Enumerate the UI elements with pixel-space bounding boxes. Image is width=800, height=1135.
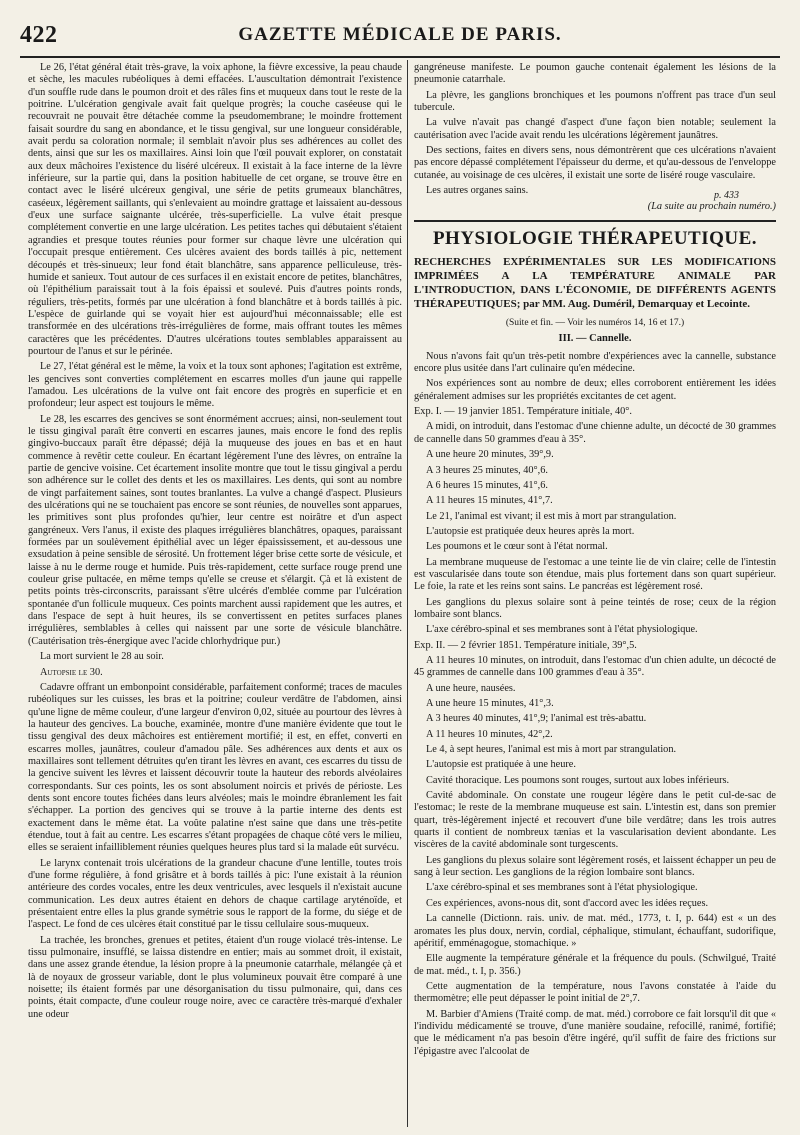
exp1-line: A une heure 20 minutes, 39°,9. <box>426 449 554 461</box>
autopsy-heading: Autopsie le 30. <box>40 666 103 678</box>
exp2-line: Le 4, à sept heures, l'animal est mis à mort par strangulation. <box>426 744 677 756</box>
page-header <box>20 22 780 52</box>
article-rule <box>414 220 776 222</box>
paragraph-26: Le 26, l'état général était très-grave, la voix aphone, la fièvre excessive, la peau chaude et sèche, les macules rubéoliques à demi effacées. L'auscultation démontrait l'existence d'un souffle rude dans le poumon droit et des râles fins et muqueux dans tout le reste de la poitrine. L'ulcération gengivale avait fait quelque progrès; la couche caséeuse qui le recouvrait ne pouvait être détachée comme la pseudomembrane; le moindre frottement faisait sourdre du sang en abondance, et le tissu gengival, sur une longueur considérable, avait perdu sa coloration normale; il semblait n'avoir plus ses adhérences au collet des dents, ainsi que sur les os maxillaires. Ainsi loin que l'œil pouvait explorer, on constatait aux deux mâchoires l'existence du liséré ulcéreux. Il existait à la face interne de la lèvre inférieure, sur la partie qui, dans la position habituelle de cet organe, se trouve être en contact avec le liséré ulcéreux gengival, une série de petits grumeaux blanchâtres, caséeux, légèrement saillants, qui s'enlevaient au moindre grattage et laissaient au-dessous d'eux une surface saignante ulcérée, très-superficielle. La vulve était presque complétement convertie en une large ulcération. Les petites taches qui débutaient s'étaient agrandies et presque toutes réunies pour former sur chaque lèvre une ulcération qui l'occupait presque entièrement. Ces ulcères avaient des bords taillés à pic, nettement découpés et très-sinueux; leur fond était blanchâtre, sans apparence pelliculeuse, très-humide et sanieux. Tout autour de ces surfaces il en existait encore de petites, blanchâtres, où l'épithélium paraissait tout à la fois épaissi et soulevé. Puis d'autres points ronds, réguliers, très-petits, formés par une ulcération à fond blanchâtre et à bords taillés à pic. L'espèce de guirlande qui se voyait hier est aujourd'hui méconnaissable; elle est transformée en des ulcérations très-irrégulières de forme, mais offrant toutes les mêmes caractères que les précédentes. D'autres ulcérations toutes semblables apparaissent au pourtour de l'anus et sur le périnée. <box>28 62 402 357</box>
continued-notice: (La suite au prochain numéro.) <box>647 201 776 213</box>
exp2-line: A une heure, nausées. <box>426 682 516 694</box>
left-column <box>28 62 402 1125</box>
handwritten-note: p. 433 <box>714 190 739 201</box>
exp1-line: L'autopsie est pratiquée deux heures après la mort. <box>426 525 635 537</box>
paragraph-sections: Des sections, faites en divers sens, nous démontrèrent que ces ulcérations n'avaient pas encore dépassé complétement l'épaisseur du derme, et qu'au-dessous de l'enveloppe cutanée, au voisinage de ces ulcères, il existait une sorte de liséré rouge vasculaire. <box>414 145 776 181</box>
closing-paragraph: Ces expériences, avons-nous dit, sont d'accord avec les idées reçues. <box>426 897 709 909</box>
exp1-line: A 6 heures 15 minutes, 41°,6. <box>426 479 548 491</box>
exp2-line: A 3 heures 40 minutes, 41°,9; l'animal est très-abattu. <box>426 713 647 725</box>
header-rule <box>20 56 780 58</box>
subsection-heading: III. — Cannelle. <box>558 333 632 345</box>
continued-paragraph: gangréneuse manifeste. Le poumon gauche contenait également les lésions de la pneumonie catarrhale. <box>414 62 776 86</box>
page-number: 422 <box>20 22 58 48</box>
exp1-line: L'axe cérébro-spinal et ses membranes sont à l'état physiologique. <box>426 624 698 636</box>
paragraph-organes: Les autres organes sains. <box>426 185 529 197</box>
column-divider <box>407 60 408 1127</box>
exp2-line: Les ganglions du plexus solaire sont légèrement rosés, et laissent échapper un peu de sang à leur section. Les ganglions de la région lombaire sont blancs. <box>414 854 776 879</box>
intro-2: Nos expériences sont au nombre de deux; elles corroborent entièrement les idées généralement admises sur les propriétés excitantes de cet agent. <box>414 378 776 402</box>
exp1-line: A midi, on introduit, dans l'estomac d'une chienne adulte, un décocté de 30 grammes de cannelle dans 50 grammes d'eau à 35°. <box>414 421 776 445</box>
exp2-line: Cavité abdominale. On constate une rougeur légère dans le petit cul-de-sac de l'estomac; le reste de la membrane muqueuse est sain. L'intestin est, dans son premier quart, très-légèrement injecté et recouvert d'une bile verdâtre; dans les trois autres quarts il contient de nombreux tænias et la vascularisation devient abondante. Les viscères de la cavité abdominale sont turgescents. <box>414 790 776 851</box>
paragraph-27: Le 27, l'état général est le même, la voix et la toux sont aphones; l'agitation est extrême, les gencives sont converties complétement en escarres molles d'un jaune qui rappelle l'amadou. Les ulcérations de la vulve ont fait encore des progrès en superficie et en profondeur; leur aspect est toujours le même. <box>28 361 402 410</box>
exp1-line: A 11 heures 15 minutes, 41°,7. <box>426 495 553 507</box>
exp2-line: A 11 heures 10 minutes, on introduit, dans l'estomac d'un chien adulte, un décocté de 45 grammes de cannelle dans 100 grammes d'eau à 35°. <box>414 654 776 679</box>
journal-title: GAZETTE MÉDICALE DE PARIS. <box>238 24 562 45</box>
exp2-line: A 11 heures 10 minutes, 42°,2. <box>426 728 553 740</box>
paragraph-cadavre: Cadavre offrant un embonpoint considérable, parfaitement conformé; traces de macules rubéoliques sur les cuisses, les bras et la poitrine; couleur verdâtre de l'abdomen, ainsi qu'une ligne de même couleur, d'une largeur d'environ 0,02, située au pourtour des lèvres à la hauteur des gencives. La bouche, examinée, montre d'une manière évidente que tout le tissu gengival des deux mâchoires est entièrement mortifié; il est, en effet, converti en escarres molles, jaunâtres, couleur d'amadou pâle. Ses adhérences aux dents et aux os maxillaires sont tellement détruites qu'en tirant les lèvres en avant, ces escarres du tissu de la gencive suivent les lèvres et laissent découvrir toute la hauteur des rebords alvéolaires correspondants. Sur ces points, les os sont absolument noircis et privés de périoste. Les dents sont encore toutes fichées dans leurs alvéoles; mais le moindre ébranlement les fait s'échapper. La portion des gencives qui se trouve à la partie interne des dents est exactement dans le même état. La voûte palatine n'est saine que dans une très-petite étendue, tout à fait au centre. Les escarres s'étant propagées de chaque côté vers le milieu, elles se seraient infailliblement réunies quelques heures plus tard si la malade eût survécu. <box>28 681 402 854</box>
intro-1: Nous n'avons fait qu'un très-petit nombre d'expériences avec la cannelle, substance encore plus usitée dans l'art culinaire qu'en médecine. <box>414 350 776 375</box>
article-reference: (Suite et fin. — Voir les numéros 14, 16 et 17.) <box>505 317 685 328</box>
paragraph-28: Le 28, les escarres des gencives se sont énormément accrues; ainsi, non-seulement tout le tissu gingival paraît être converti en escarres jaunes, mais encore le fond des replis gingivo-buccaux paraît être dépassé; déjà la muqueuse des joues en bas et en haut commence à revêtir cette couleur. En écartant légèrement l'une des lèvres, on entraîne la partie de gencive voisine. Cet écartement insolite montre que tout le tissu gingival a perdu son adhérence sur le collet des dents et les os maxillaires. Les dents, qui sont au nombre de vingt parfaitement saines, sont toutes branlantes. La vulve a changé d'aspect. Plusieurs des ulcérations qui ne se touchaient pas encore se sont réunies, de nouvelles sont apparues, les primitives sont plus profondes qu'hier, leur centre est noirâtre et d'un aspect gangréneux. Vers l'anus, il existe des plaques irrégulières blanchâtres, opaques, paraissant formées par un soulèvement épithélial avec un léger épaississement, et au-dessous une exsudation à peine sensible de sérosité. Un frottement léger brise cette sorte de vésicule, et laisse à nu le derme rouge et humide. Puis très-rapidement, cette surface rouge prend une couleur grise pultacée, en même temps qu'elle se creuse et s'élargit. Çà et là existent de petits points très-circonscrits, paraissant s'être ulcérés d'emblée comme par l'ulcération spontanée d'un follicule muqueux. Ces points marchent aussi rapidement que les autres, et dans l'espace de sept à huit heures, ils se convertissent en petites surfaces planes irrégulières, semblables à celles qui naissent par une sorte de vésicule blanchâtre. (Cautérisation très-énergique avec l'acide chlorhydrique pur.) <box>28 413 402 647</box>
exp1-heading: Exp. I. — 19 janvier 1851. Température initiale, 40°. <box>414 406 632 418</box>
paragraph-death: La mort survient le 28 au soir. <box>40 651 164 663</box>
closing-paragraph: M. Barbier d'Amiens (Traité comp. de mat. méd.) corrobore ce fait lorsqu'il dit que « l'individu médicamenté se trouve, d'une manière soudaine, refocillé, ranimé, fortifié; que le médicament n'a pas besoin d'être ingéré, qu'il suffit de faire des frictions sur l'épigastre avec l'alcoolat de <box>414 1008 776 1057</box>
exp2-line: L'autopsie est pratiquée à une heure. <box>426 759 576 771</box>
paragraph-larynx: Le larynx contenait trois ulcérations de la grandeur chacune d'une lentille, toutes trois d'une forme régulière, à fond grisâtre et à bords taillés à pic: l'une existait à la réunion antérieure des cordes vocales, entre les deux ventricules, avec lesquels il n'existait aucune communication. Les deux autres étaient en dehors de chaque cartilage aryténoïde, et présentaient entre elles la plus grande symétrie sous le rapport de la forme, du siége et de l'aspect. Le fond de ces ulcères était constitué par le tissu cellulaire sous-muqueux. <box>28 857 402 931</box>
closing-paragraph: Elle augmente la température générale et la fréquence du pouls. (Schwilgué, Traité de mat. méd., t. I, p. 356.) <box>414 953 776 977</box>
exp2-line: A une heure 15 minutes, 41°,3. <box>426 698 554 709</box>
exp1-line: Les poumons et le cœur sont à l'état normal. <box>426 541 608 553</box>
exp1-line: Les ganglions du plexus solaire sont à peine teintés de rose; ceux de la région lombaire sont blancs. <box>414 596 776 620</box>
closing-paragraph: Cette augmentation de la température, nous l'avons constatée à l'aide du thermomètre; elle peut dépasser le point initial de 2°,7. <box>414 980 776 1005</box>
right-column <box>414 62 776 1125</box>
paragraph-trachee: La trachée, les bronches, grenues et petites, étaient d'un rouge violacé très-intense. Le tissu pulmonaire, insufflé, se laissa distendre en entier; mais au sommet droit, il existait, dans une assez grande étendue, la lésion propre à la pneumonie catarrhale, mélangée çà et là de noyaux de grosseur variable, dont le plus volumineux pouvait être comparé à une noisette; ils étaient formés par une désorganisation du tissu pulmonaire, qui, dans ces points, était compacte, d'une couleur rouge noire, avec ce caractère très-marqué d'exhaler une odeur <box>28 934 402 1020</box>
closing-paragraph: La cannelle (Dictionn. rais. univ. de mat. méd., 1773, t. I, p. 644) est « un des aromates les plus doux, nervin, cordial, céphalique, stimulant, échauffant, sudorifique, apéritif, emménagogue, stomachique. » <box>414 913 776 949</box>
exp1-line: La membrane muqueuse de l'estomac a une teinte lie de vin claire; celle de l'intestin est vascularisée dans toute son étendue, mais plus fortement dans son quart supérieur. Le foie, la rate et les reins sont sains. Le pancréas est légèrement rosé. <box>414 556 776 593</box>
exp2-heading: Exp. II. — 2 février 1851. Température initiale, 39°,5. <box>414 639 637 651</box>
paragraph-plevre: La plèvre, les ganglions bronchiques et les poumons n'offrent pas trace d'un seul tubercule. <box>414 89 776 114</box>
exp2-line: Cavité thoracique. Les poumons sont rouges, surtout aux lobes inférieurs. <box>426 774 730 786</box>
exp1-line: Le 21, l'animal est vivant; il est mis à mort par strangulation. <box>426 510 677 522</box>
article-title: RECHERCHES EXPÉRIMENTALES SUR LES MODIFICATIONS IMPRIMÉES A LA TEMPÉRATURE ANIMALE PAR L'INTRODUCTION, DANS L'ÉCONOMIE, DE DIFFÉRENTS AGENTS THÉRAPEUTIQUES; par MM. Aug. Duméril, Demarquay et Lecointe. <box>414 255 776 311</box>
exp2-line: L'axe cérébro-spinal et ses membranes sont à l'état physiologique. <box>426 882 698 894</box>
section-title: PHYSIOLOGIE THÉRAPEUTIQUE. <box>432 227 758 249</box>
exp1-line: A 3 heures 25 minutes, 40°,6. <box>426 464 548 476</box>
paragraph-vulve: La vulve n'avait pas changé d'aspect d'une façon bien notable; seulement la cautérisation avec l'acide avait rendu les ulcérations légèrement jaunâtres. <box>414 117 776 141</box>
